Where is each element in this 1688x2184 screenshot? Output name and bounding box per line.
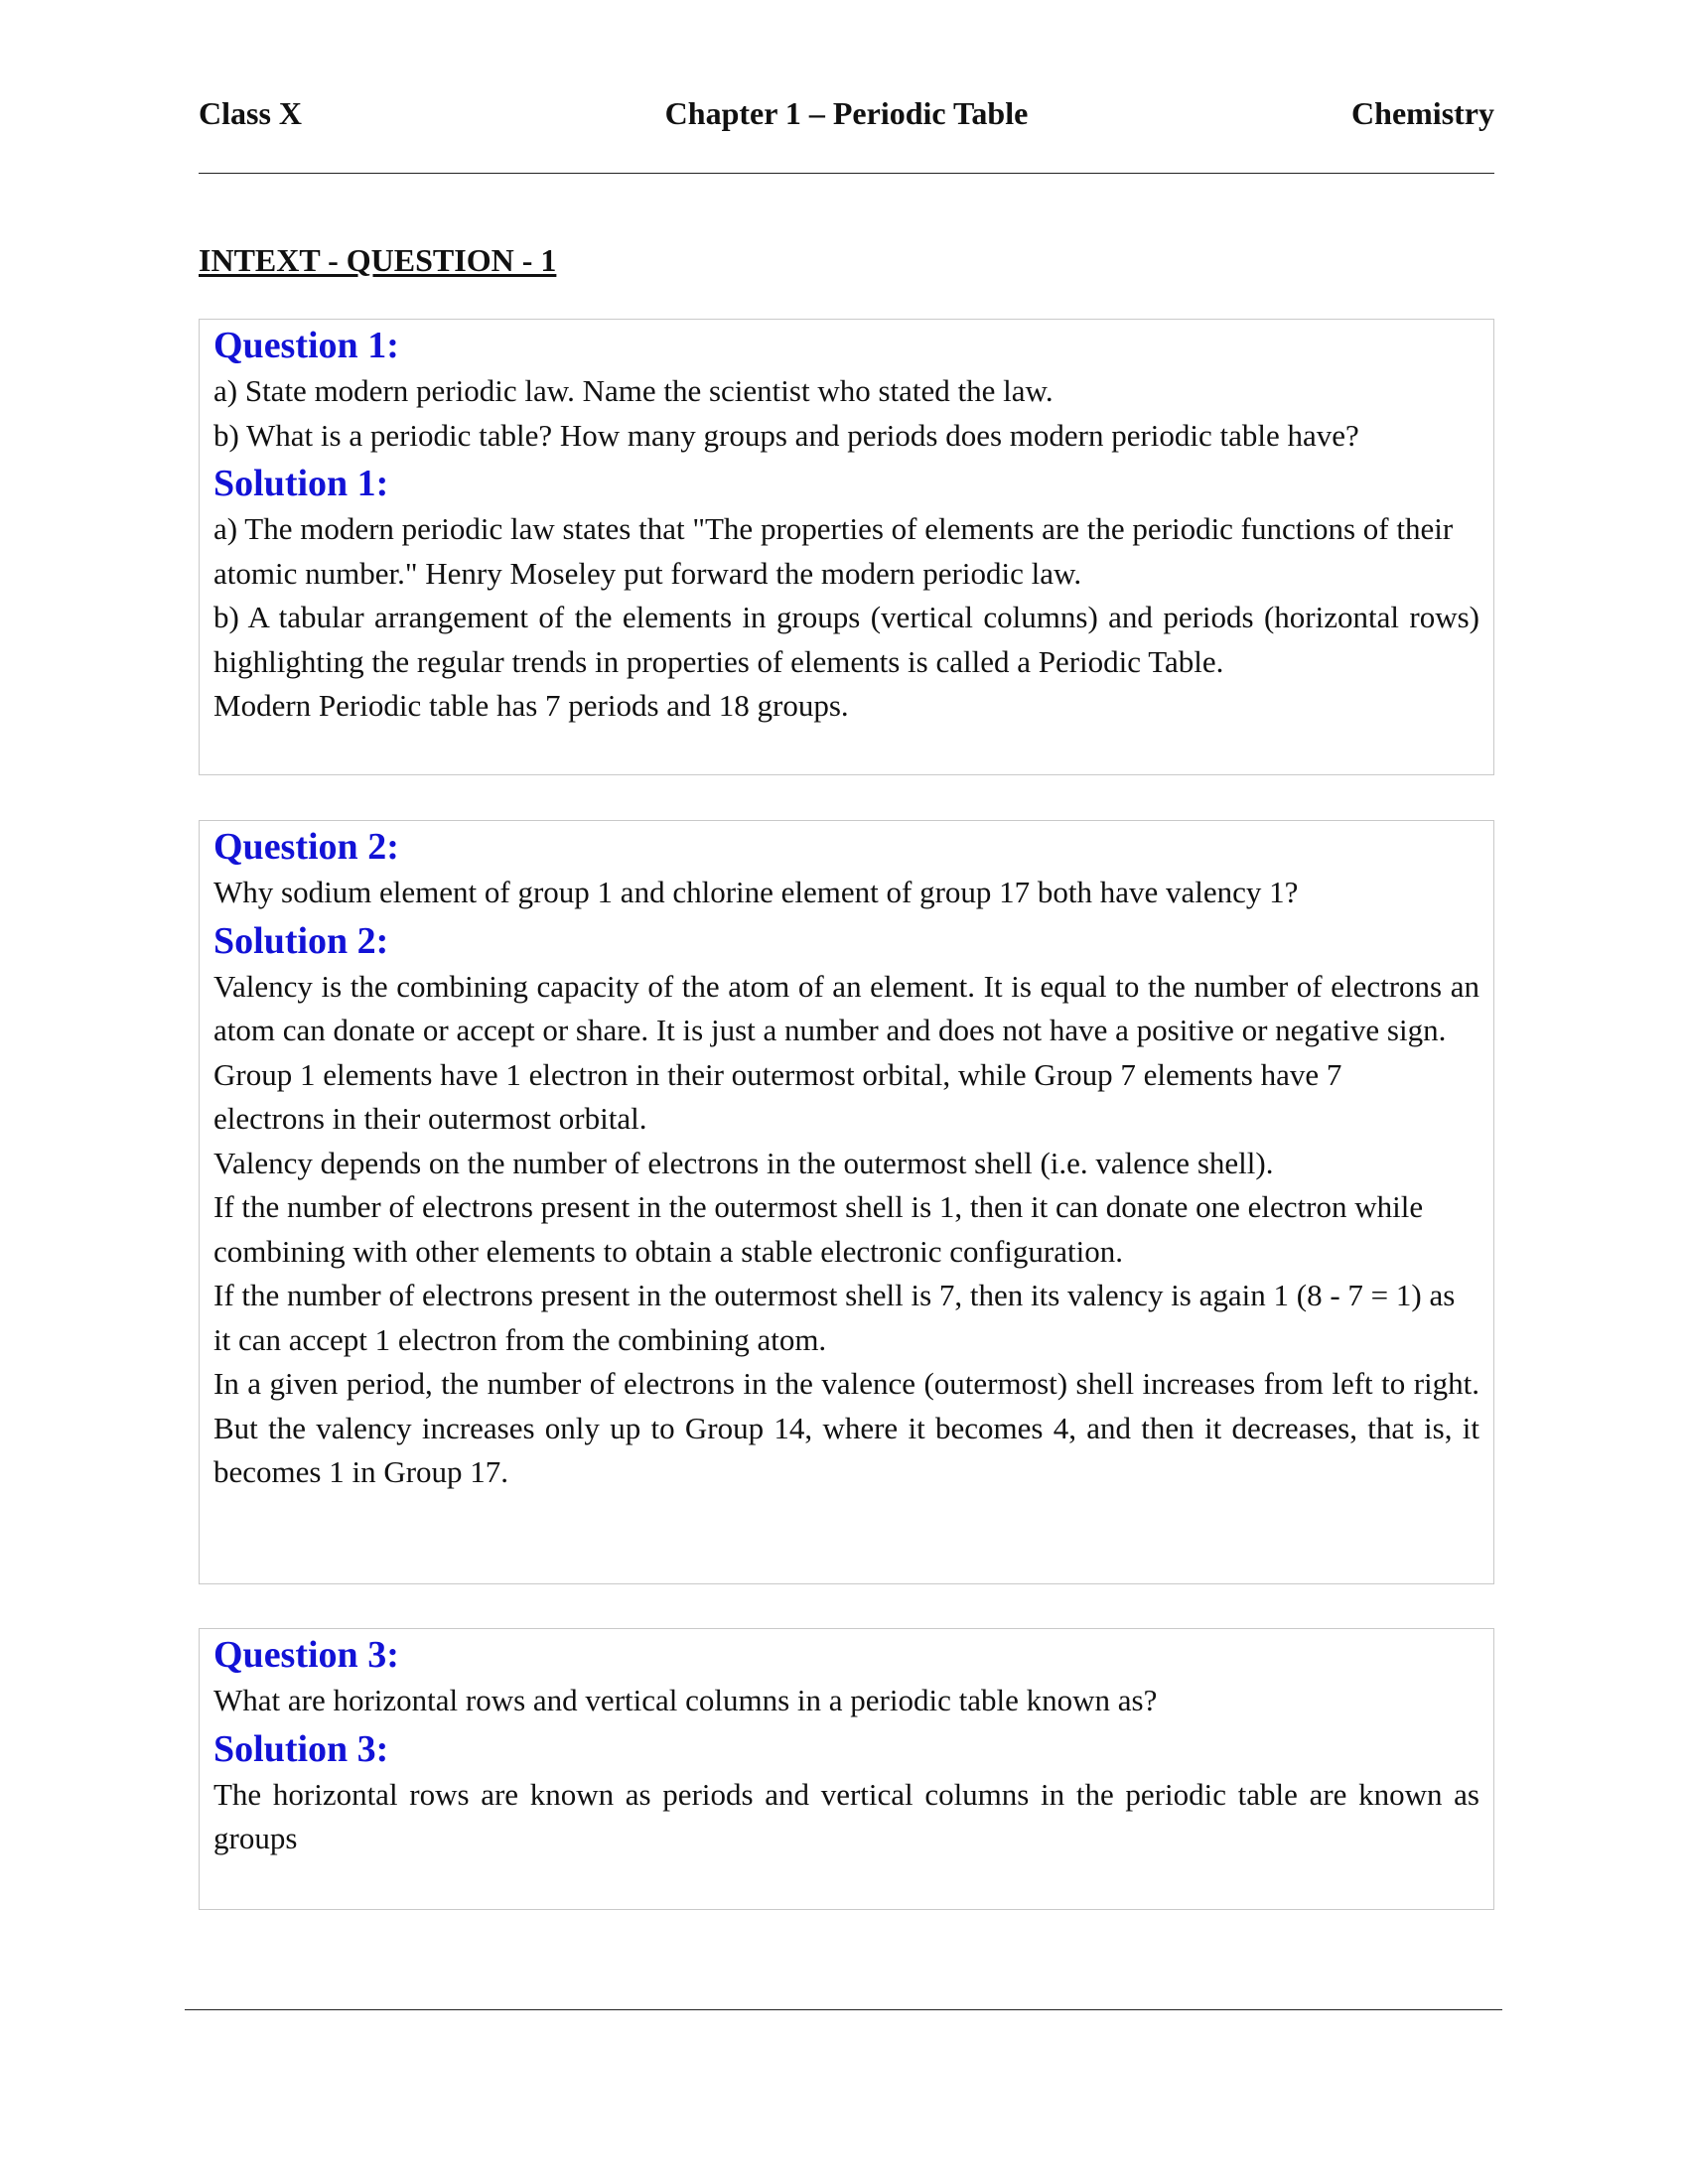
question-line: What are horizontal rows and vertical columns in a periodic table known as? bbox=[213, 1683, 1158, 1717]
class-label: Class X bbox=[199, 95, 303, 131]
solution-paragraph: If the number of electrons present in the outermost shell is 7, then its valency is again 1 (8 - 7 = 1) as it can accept 1 electron from the combining atom. bbox=[213, 1278, 1456, 1357]
question-heading: Question 1: bbox=[213, 325, 399, 366]
solution-heading: Solution 1: bbox=[213, 463, 389, 504]
question-line: Why sodium element of group 1 and chlorine element of group 17 both have valency 1? bbox=[213, 875, 1299, 909]
question-box-2 bbox=[199, 820, 1494, 1584]
solution-paragraph: Group 1 elements have 1 electron in their outermost orbital, while Group 7 elements have 7 electrons in their outermost orbital. bbox=[213, 1056, 1342, 1136]
solution-paragraph: Valency is the combining capacity of the atom of an element. It is equal to the number of electrons an atom can donate or accept or share. It is just a number and does not have a positive or negative sign. bbox=[213, 968, 1479, 1047]
solution-paragraph: a) The modern periodic law states that "The properties of elements are the periodic functions of their atomic number." Henry Moseley put forward the modern periodic law. bbox=[213, 511, 1454, 591]
section-title: INTEXT - QUESTION - 1 bbox=[199, 242, 557, 278]
header-divider bbox=[199, 173, 1494, 174]
solution-heading: Solution 2: bbox=[213, 919, 389, 962]
solution-heading: Solution 3: bbox=[213, 1727, 389, 1770]
solution-paragraph: b) A tabular arrangement of the elements in groups (vertical columns) and periods (horizontal rows) highlighting the regular trends in properties of elements is called a Periodic Table. bbox=[213, 600, 1479, 679]
question-heading: Question 3: bbox=[213, 1634, 399, 1676]
question-line: a) State modern periodic law. Name the scientist who stated the law. bbox=[213, 373, 1054, 408]
question-line: b) What is a periodic table? How many groups and periods does modern periodic table have? bbox=[213, 417, 1359, 453]
solution-paragraph: Modern Periodic table has 7 periods and 18 groups. bbox=[213, 688, 849, 723]
page-header bbox=[199, 95, 1494, 145]
footer-divider bbox=[185, 2009, 1502, 2010]
solution-paragraph: In a given period, the number of electrons in the valence (outermost) shell increases from left to right. But the valency increases only up to Group 14, where it becomes 4, and then it decreases, that is, it becomes 1 in Group 17. bbox=[213, 1366, 1479, 1489]
question-box-3 bbox=[199, 1628, 1494, 1910]
chapter-title: Chapter 1 – Periodic Table bbox=[664, 95, 1029, 131]
question-box-1 bbox=[199, 319, 1494, 775]
subject-label: Chemistry bbox=[1351, 95, 1494, 131]
solution-paragraph: Valency depends on the number of electrons in the outermost shell (i.e. valence shell). bbox=[213, 1145, 1274, 1180]
solution-paragraph: The horizontal rows are known as periods and vertical columns in the periodic table are known as groups bbox=[213, 1776, 1479, 1855]
solution-paragraph: If the number of electrons present in the outermost shell is 1, then it can donate one electron while combining with other elements to obtain a stable electronic configuration. bbox=[213, 1189, 1424, 1269]
question-heading: Question 2: bbox=[213, 826, 399, 868]
